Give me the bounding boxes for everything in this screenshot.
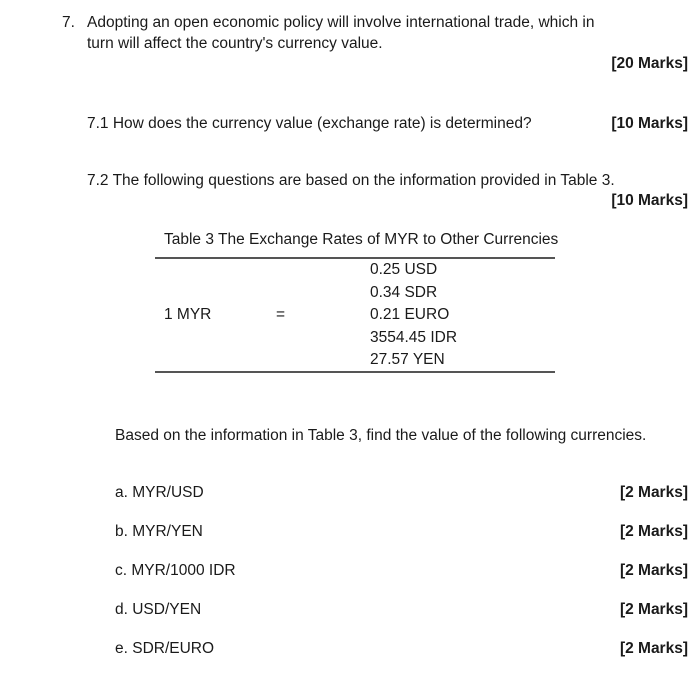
item-d-marks: [2 Marks] xyxy=(619,601,688,618)
item-b-marks: [2 Marks] xyxy=(619,523,688,540)
instruction-paragraph: Based on the information in Table 3, find the value of the following currencies. xyxy=(115,427,647,444)
subquestion-7-1-marks: [10 Marks] xyxy=(611,115,688,132)
table-top-rule xyxy=(155,257,555,259)
item-c-marks: [2 Marks] xyxy=(619,562,688,579)
question-text-line-1: Adopting an open economic policy will involve international trade, which in xyxy=(87,14,595,31)
question-number: 7. xyxy=(62,14,75,31)
table-equals-sign: = xyxy=(276,306,286,323)
item-a-label: a. MYR/USD xyxy=(115,484,204,501)
rate-idr: 3554.45 IDR xyxy=(370,328,458,346)
rate-yen: 27.57 YEN xyxy=(370,351,445,368)
rate-euro: 0.21 EURO xyxy=(370,306,450,323)
exchange-rate-list xyxy=(370,262,457,375)
item-e-marks: [2 Marks] xyxy=(619,640,688,657)
question-text-line-2: turn will affect the country's currency value. xyxy=(87,35,383,52)
subquestion-7-2-marks: [10 Marks] xyxy=(611,192,688,209)
item-a-marks: [2 Marks] xyxy=(619,484,688,501)
item-b-label: b. MYR/YEN xyxy=(115,523,203,540)
rate-sdr: 0.34 SDR xyxy=(370,283,438,301)
rate-usd: 0.25 USD xyxy=(370,261,438,278)
table-bottom-rule xyxy=(155,371,555,373)
subquestion-7-1-text: 7.1 How does the currency value (exchange rate) is determined? xyxy=(87,115,532,132)
item-c-label: c. MYR/1000 IDR xyxy=(115,562,236,579)
table-row-label: 1 MYR xyxy=(164,306,212,323)
item-d-label: d. USD/YEN xyxy=(115,601,202,618)
item-e-label: e. SDR/EURO xyxy=(115,640,215,657)
table-caption: Table 3 The Exchange Rates of MYR to Other Currencies xyxy=(164,231,559,248)
subquestion-7-2-text: 7.2 The following questions are based on the information provided in Table 3. xyxy=(87,172,615,189)
question-marks: [20 Marks] xyxy=(611,55,688,72)
